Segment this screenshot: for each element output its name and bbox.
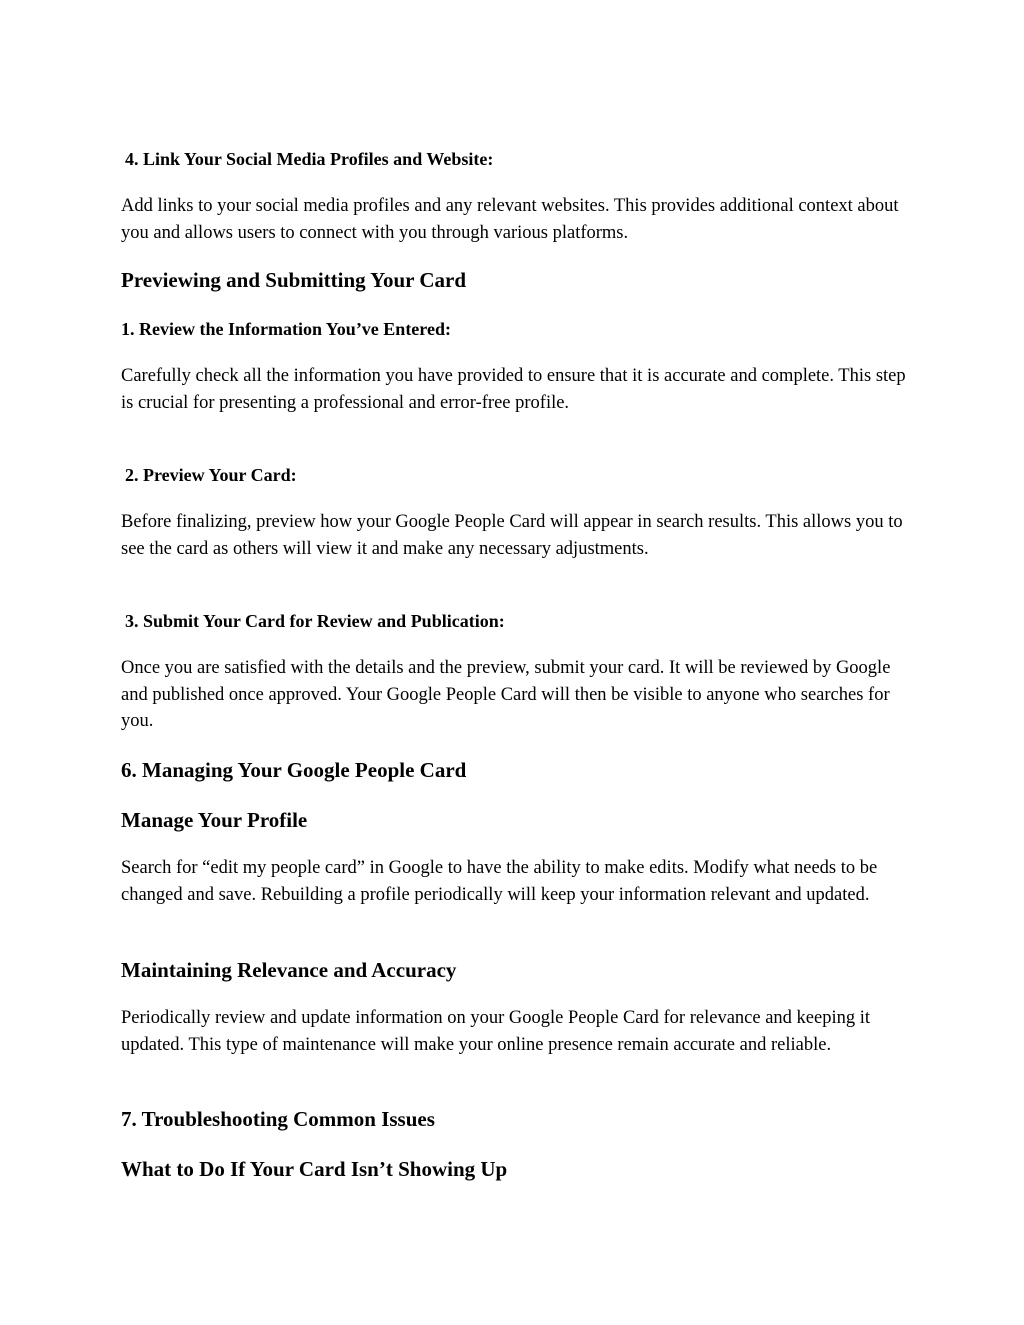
relevance-accuracy-paragraph: Periodically review and update information on your Google People Card for relevance and keeping it updated. This type of maintenance will make your online presence remain accurate and reliable. bbox=[121, 1008, 871, 1055]
managing-card-heading: 6. Managing Your Google People Card bbox=[121, 758, 467, 782]
review-info-paragraph: Carefully check all the information you have provided to ensure that it is accurate and complete. This step is crucial for presenting a professional and error-free profile. bbox=[121, 366, 906, 413]
relevance-accuracy-heading: Maintaining Relevance and Accuracy bbox=[121, 958, 457, 982]
submit-card-paragraph: Once you are satisfied with the details and the preview, submit your card. It will be reviewed by Google and published once approved. Your Google People Card will then be visible to anyone who searches for you. bbox=[121, 658, 891, 731]
step-4-heading: 4. Link Your Social Media Profiles and Website: bbox=[125, 149, 494, 169]
manage-profile-paragraph: Search for “edit my people card” in Google to have the ability to make edits. Modify what needs to be changed and save. Rebuilding a profile periodically will keep your information relevant and updated. bbox=[121, 858, 878, 905]
preview-card-heading: 2. Preview Your Card: bbox=[125, 465, 297, 485]
submit-card-heading: 3. Submit Your Card for Review and Publication: bbox=[125, 611, 505, 631]
previewing-submitting-heading: Previewing and Submitting Your Card bbox=[121, 268, 466, 292]
troubleshooting-heading: 7. Troubleshooting Common Issues bbox=[121, 1107, 435, 1131]
card-not-showing-heading: What to Do If Your Card Isn’t Showing Up bbox=[121, 1157, 508, 1181]
step-4-paragraph: Add links to your social media profiles and any relevant websites. This provides additional context about you and allows users to connect with you through various platforms. bbox=[121, 196, 899, 243]
manage-profile-heading: Manage Your Profile bbox=[121, 808, 308, 832]
review-info-heading: 1. Review the Information You’ve Entered: bbox=[121, 319, 451, 339]
preview-card-paragraph: Before finalizing, preview how your Google People Card will appear in search results. This allows you to see the card as others will view it and make any necessary adjustments. bbox=[121, 512, 903, 559]
